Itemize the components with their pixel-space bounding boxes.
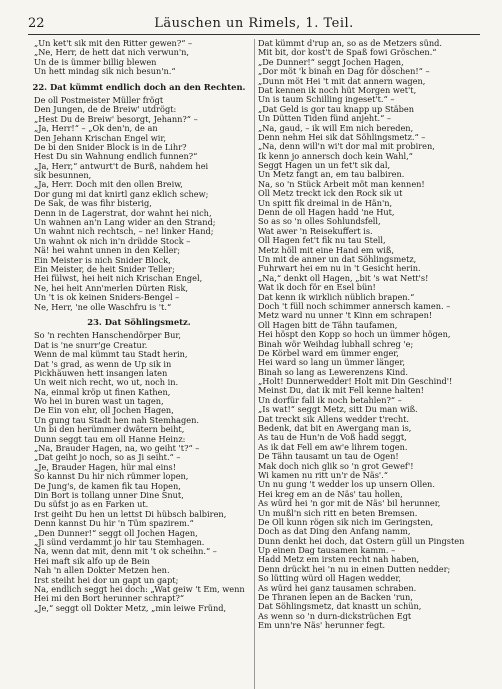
text-line: Doch 't füll noch schimmer annersch kamen. –	[258, 301, 451, 311]
text-line: Nah 'n allen Dokter Metzen hen.	[34, 566, 170, 576]
text-line: Un 't is ok keinen Sniders-Bengel –	[34, 293, 180, 303]
text-line: Dat 's grad, as wenn de Up sik in	[34, 359, 172, 369]
page-number: 22	[28, 16, 45, 31]
text-line: Un de is ümmer billig blewen	[34, 57, 157, 67]
text-line: So 'n rechten Hanschendörper Bur,	[34, 331, 181, 341]
text-line: Irst geiht Du hen un lettst Di hübsch balbiren,	[34, 509, 227, 519]
text-line: Denn kannst Du hir 'n Tüm spazirem.“	[34, 519, 194, 529]
section-title-23: 23. Dat Söhlingsmetz.	[87, 316, 191, 327]
text-line: Mak doch nich glik so 'n grot Gewef'!	[258, 461, 414, 471]
text-line: As würd hei 'n gor mit de Näs' bil herunner,	[258, 499, 441, 509]
text-line: De Körbel ward em ümmer enger,	[258, 348, 399, 358]
text-line: Un weit nich recht, wo ut, noch in.	[34, 378, 179, 388]
text-line: Un is taum Schilling ingeset't.“ –	[258, 95, 395, 105]
text-line: Meinst Du, dat ik mit Fell kenne halten!	[258, 386, 424, 396]
text-line: „Ja, Herr. Doch mit den ollen Breiw,	[34, 180, 183, 190]
text-line: As wenn so 'n durn-dickstrüchen Egt	[258, 611, 412, 621]
text-line: „Hest Du de Breiw' besorgt, Jehann?“ –	[34, 114, 198, 124]
text-line: „Dat geiht jo noch, so as Ji seiht.“ –	[34, 453, 181, 463]
text-line: Un hett mindag sik nich besun'n.“	[34, 67, 176, 77]
text-line: Dat is 'ne snurr'ge Creatur.	[34, 340, 148, 350]
text-line: Den Jehann Krischan Engel wir,	[34, 133, 166, 143]
text-line: Wat awer 'n Reisekuffert is.	[258, 226, 373, 236]
text-line: Dat kümmt d'rup an, so as de Metzers sünd.	[258, 39, 442, 48]
text-line: Hei fülwst, hei heit nich Krischan Engel,	[34, 274, 203, 284]
text-line: Hei höspt den Kopp so hoch un ümmer högen,	[258, 330, 451, 340]
text-line: Metz ward nu unner 't Kinn em schrapen!	[258, 311, 433, 321]
text-line: As ik dat Fell em aw'e lihrem togen.	[258, 442, 408, 452]
text-line: Dor gung mi dat knirtl ganz eklich schew;	[34, 189, 209, 199]
text-line: Na, einmal kröp ut finen Kathen,	[34, 387, 171, 397]
text-line: Na, so 'n Stück Arbeit möt man kennen!	[258, 179, 425, 189]
text-line: De Oll kunn rögen sik nich im Geringsten,	[258, 517, 434, 527]
text-line: Ein Meister is nich Snider Block,	[34, 255, 171, 265]
text-line: Den Jungen, de de Breiw' utdrögt:	[34, 105, 177, 115]
text-line: „Je,“ seggt oll Dokter Metz, „min leiwe Fründ,	[34, 603, 227, 613]
text-line: So lütting würd oll Hagen wedder,	[258, 574, 401, 584]
text-line: Nä! hei wahnt unnen in den Keller;	[34, 246, 181, 256]
text-line: Un mit de anner un dat Söhlingsmetz,	[258, 254, 417, 264]
text-line: Oll Metz treckt ick den Rock sik ut	[258, 189, 403, 199]
text-line: Hest Du sin Wahnung endlich funnen?“	[34, 152, 198, 162]
text-line: „Na, denn will'n wi't dor mal mit probiren,	[258, 142, 435, 152]
text-line: As tau de Hun'n de Voß hadd seggt,	[258, 433, 407, 443]
text-line: Dat Söhlingsmetz, dat knastt un schün,	[258, 602, 422, 612]
section-title-22: 22. Dat kümmt endlich doch an den Rechten.	[32, 81, 246, 92]
text-line: Binah so lang as Lewerenzens Kind.	[258, 367, 408, 377]
text-line: So as so 'n olles Sohlundsfell,	[258, 217, 381, 227]
text-line: Un spitt fik dreimal in de Hän'n,	[258, 198, 393, 208]
text-line: „Je, Brauder Hagen, hür mal eins!	[34, 462, 177, 472]
left-column	[28, 39, 250, 689]
text-line: Seggt Hagen un un fet't sik dal,	[258, 161, 391, 171]
text-line: Dat kennen ik noch hüt Morgen wet't,	[258, 85, 417, 95]
text-columns	[28, 39, 480, 689]
text-line: De Tähn tausamt un tau de Ogen!	[258, 452, 399, 462]
text-line: Metz höll mit eine Hand em wiß,	[258, 245, 394, 255]
text-line: Doch as dat Ding den Anfang namm,	[258, 527, 411, 537]
text-line: Dunn seggt tau em oll Hanne Heinz:	[34, 434, 186, 444]
text-line: Ne, hei heit Ann'merlen Dürten Risk,	[34, 283, 189, 293]
text-line: Un wahnen an'n Lang wider an den Strand;	[34, 218, 216, 228]
text-line: De oll Postmeister Müller frögt	[34, 95, 164, 105]
text-line: Un bi den herümmer dwätern beiht,	[34, 425, 185, 435]
text-line: De Thranen lepen an de Backen 'run,	[258, 593, 413, 603]
text-line: Du süfst jo as en Farken ut.	[34, 500, 149, 510]
text-line: De Ein von ehr, oll Jochen Hagen,	[34, 406, 174, 416]
text-line: Bedenk, dat bit en Awergang man is,	[258, 424, 412, 434]
text-line: Na, wenn dat mit, denn mit 't ok scheihn.“ –	[34, 547, 217, 557]
text-line: Mit bit, dor kost't de Spaß fowi Gröschen.“	[258, 48, 437, 58]
text-line: Un mußl'n sich ritt en beten Bremsen.	[258, 508, 418, 518]
text-line: Hadd Metz em irsten recht nah haben,	[258, 555, 420, 565]
text-line: Un wahnt ok nich in'n drüdde Stock –	[34, 236, 191, 246]
text-line: Pickhäuwen hett insangen laten	[34, 368, 168, 378]
text-line: Un wahnt nich rechtsch, – ne! linker Hand;	[34, 227, 214, 237]
text-line: Fuhrwart hei em nu in 't Gesicht herin.	[258, 264, 421, 274]
text-line: „Dunn möt Hei 't mit dat annern wagen,	[258, 76, 426, 86]
text-line: „Ja, Herr,“ antwurt't de Burß, nahdem hei	[34, 161, 209, 171]
text-line: Em unn're Näs' herunner fegt.	[258, 621, 386, 631]
text-line: „Holt! Dunnerwedder! Holt mit Din Geschind'!	[258, 377, 453, 387]
text-line: „De Dunner!“ seggt Jochen Hagen,	[258, 57, 404, 67]
text-line: Un Dütten Tiden fünd anjeht.“ –	[258, 114, 391, 124]
text-line: Wenn de mal kümmt tau Stadt herin,	[34, 350, 188, 360]
text-line: „Ne, Herr, de hett dat nich verwun'n,	[34, 48, 189, 58]
text-line: As würd hei ganz tausamen schraben.	[258, 583, 417, 593]
text-line: Wi kamen nu ritt un'r de Näs'.“	[258, 470, 388, 480]
text-line: Hei maft sik alfo up de Bein	[34, 556, 150, 566]
text-line: „Na, gaud, – ik will Em nich bereden,	[258, 123, 414, 133]
text-line: Un gung tau Stadt hen nah Stemhagen.	[34, 415, 200, 425]
text-line: „Is wat!“ seggt Metz, sitt Du man wiß.	[258, 405, 418, 415]
text-line: De Jung's, de kamen fik tau Hopen,	[34, 481, 181, 491]
text-line: sik besunnen,	[34, 171, 92, 181]
text-line: Hei ward so lang un ümmer länger,	[258, 358, 405, 368]
text-line: Hei kreg em an de Näs' tau hollen,	[258, 489, 403, 499]
text-line: Oll Hagen bitt de Tähn taufamen,	[258, 320, 398, 330]
text-line: Denn drückt hei 'n nu in einen Dutten nedder;	[258, 564, 451, 574]
text-line: Un dorfür fall ik noch betahlen?“ –	[258, 395, 402, 405]
text-line: „Ji sünd verdammt jo hir tau Stemhagen.	[34, 537, 205, 547]
text-line: Dat treckt sik Allens wedder t'recht.	[258, 414, 410, 424]
text-line: So kannst Du hir nich rümmer lopen,	[34, 472, 189, 482]
text-line: Ein Meister, de heit Snider Teller;	[34, 265, 175, 274]
text-line: „Na, Brauder Hagen, na, wo geiht 't?“ –	[34, 444, 200, 454]
text-line: Wat ik doch för en Esel bün!	[258, 283, 376, 293]
text-line: De bi den Snider Block is in de Lihr?	[34, 142, 187, 152]
text-line: „Ja, Herr!“ – „Ok den'n, de an	[34, 124, 158, 134]
text-line: Binah wör Weihdag lubhall schreg 'e;	[258, 339, 414, 349]
text-line: „Den Dunner!“ seggt oll Jochen Hagen,	[34, 528, 198, 538]
text-line: Ne, Herr, 'ne olle Waschfru is 't.“	[34, 302, 172, 312]
text-line: De Sak, de was fihr bisterig,	[34, 199, 152, 209]
text-line: Din Bort is tollang unner Dine Snut,	[34, 491, 184, 500]
text-line: Denn de oll Hagen hadd 'ne Hut,	[258, 208, 395, 218]
text-line: Wo hei in buren wast un tagen,	[34, 397, 164, 407]
text-line: Oll Hagen fet't fik nu tau Stell,	[258, 236, 386, 246]
text-line: Denn in de Lagerstrat, dor wahnt hei nich,	[34, 208, 212, 218]
text-line: Up einen Dag tausamen kamm. –	[258, 546, 396, 556]
text-line: „Dat Geld is gor tau knapp up Stäben	[258, 104, 415, 114]
text-line: „Dor möt 'k binah en Dag för döschen!“ –	[258, 67, 430, 77]
running-title: Läuschen un Rimels, 1. Teil.	[154, 16, 354, 31]
text-line: Un Metz fangt an, em tau balbiren.	[258, 170, 405, 180]
text-line: Hei mi den Bort herunner schrapt?“	[34, 594, 185, 604]
text-line: „Na,“ denkt oll Hagen, „bit 's wat Nett's!	[258, 273, 429, 283]
text-line: Na, endlich seggt hei doch: „Wat geiw 't Em, wenn	[34, 584, 245, 594]
page-header	[28, 16, 480, 35]
text-line: Irst steiht hei dor un gapt un gapt;	[34, 575, 179, 585]
text-line: Ik kenn jo annersch doch kein Wahl,“	[258, 151, 413, 161]
text-line: Dunn denkt hei doch, dat Ostern güll un Pingsten	[258, 536, 465, 546]
text-line: Denn nehm Hei sik dat Söhlingsmetz.“ –	[258, 132, 426, 142]
text-line: Un nu gung 't wedder los up unsern Ollen.	[258, 480, 435, 490]
column-divider	[254, 39, 255, 689]
text-line: Dat kenn ik wirklich nüblich brapen.“	[258, 292, 415, 302]
right-column	[258, 39, 480, 689]
text-line: „Un ket't sik mit den Ritter gewen?“ –	[34, 39, 193, 48]
